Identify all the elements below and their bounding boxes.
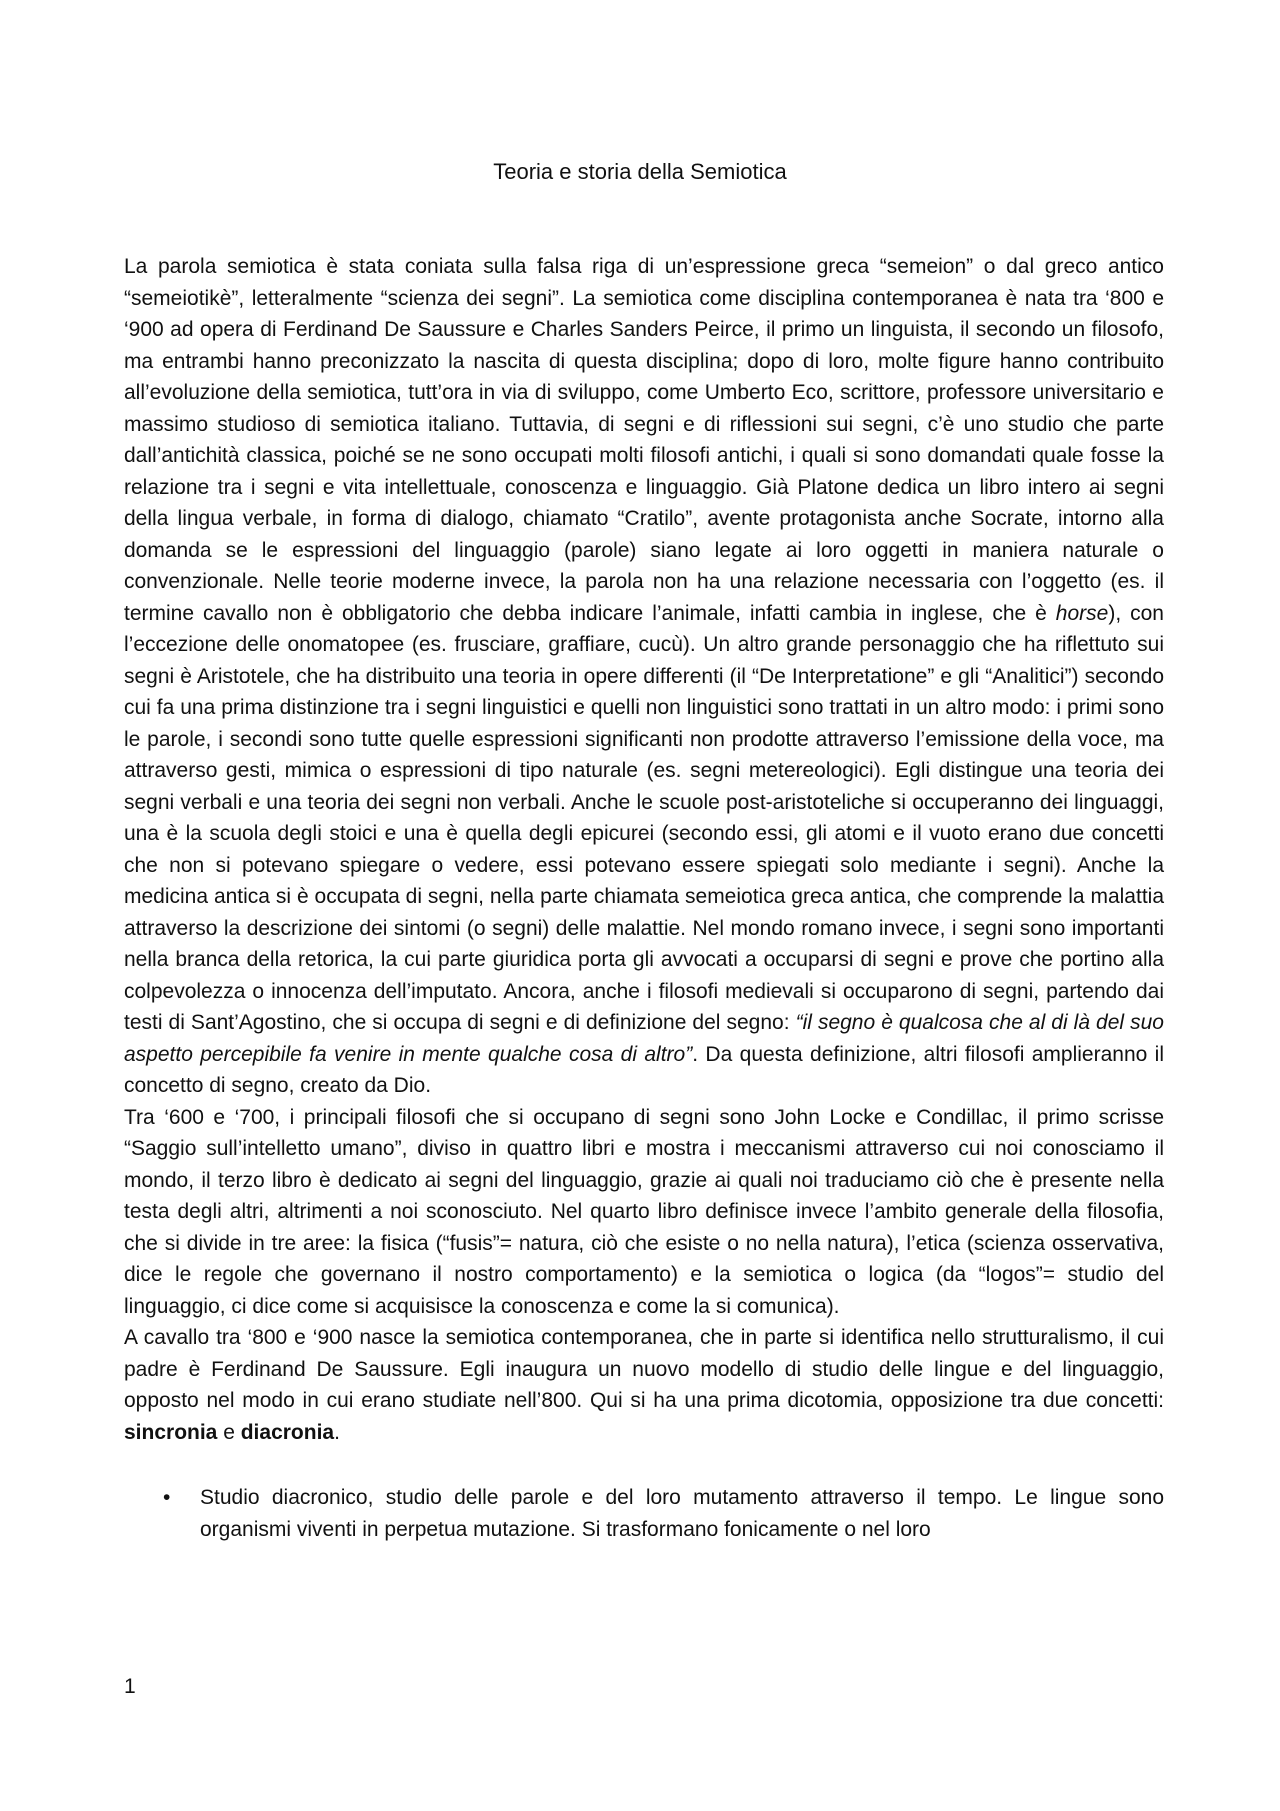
paragraph-saussure-end: . <box>334 1420 340 1444</box>
page-number: 1 <box>124 1675 136 1698</box>
term-sincronia: sincronia <box>124 1420 218 1444</box>
document-title: Teoria e storia della Semiotica <box>493 159 787 184</box>
bullet-dot-icon: • <box>163 1486 171 1509</box>
paragraph-saussure <box>124 1322 1164 1448</box>
italic-word-horse: horse <box>1055 601 1109 625</box>
term-joiner: e <box>217 1420 241 1444</box>
bullet-list <box>124 1482 1164 1545</box>
paragraph-intro <box>124 251 1164 1102</box>
bullet-item-text: Studio diacronico, studio delle parole e del loro mutamento attraverso il tempo. Le lingue sono organismi viventi in perpetua mutazione. Si trasformano fonicamente o nel loro <box>200 1486 1164 1541</box>
paragraph-intro-text-3: . Da questa definizione, altri filosofi amplieranno il concetto di segno, creato da Dio. <box>124 1042 1164 1097</box>
bullet-item-diacronico <box>124 1482 1164 1545</box>
paragraph-intro-text-1: La parola semiotica è stata coniata sulla falsa riga di un’espressione greca “semeion” o dal greco antico “semeiotikè”, letteralmente “scienza dei segni”. La semiotica come disciplina contemporanea è nata tra ‘800 e ‘900 ad opera di Ferdinand De Saussure e Charles Sanders Peirce, il primo un linguista, il secondo un filosofo, ma entrambi hanno preconizzato la nascita di questa disciplina; dopo di loro, molte figure hanno contribuito all’evoluzione della semiotica, tutt’ora in via di sviluppo, come Umberto Eco, scrittore, professore universitario e massimo studioso di semiotica italiano. Tuttavia, di segni e di riflessioni sui segni, c’è uno studio che parte dall’antichità classica, poiché se ne sono occupati molti filosofi antichi, i quali si sono domandati quale fosse la relazione tra i segni e vita intellettuale, conoscenza e linguaggio. Già Platone dedica un libro intero ai segni della lingua verbale, in forma di dialogo, chiamato “Cratilo”, avente protagonista anche Socrate, intorno alla domanda se le espressioni del linguaggio (parole) siano legate ai loro oggetti in maniera naturale o convenzionale. Nelle teorie moderne invece, la parola non ha una relazione necessaria con l’oggetto (es. il termine cavallo non è obbligatorio che debba indicare l’animale, infatti cambia in inglese, che è <box>124 255 1164 625</box>
paragraph-saussure-text: A cavallo tra ‘800 e ‘900 nasce la semiotica contemporanea, che in parte si identifica nello strutturalismo, il cui padre è Ferdinand De Saussure. Egli inaugura un nuovo modello di studio delle lingue e del linguaggio, opposto nel modo in cui erano studiate nell’800. Qui si ha una prima dicotomia, opposizione tra due concetti: <box>124 1326 1164 1412</box>
paragraph-locke-condillac: Tra ‘600 e ‘700, i principali filosofi che si occupano di segni sono John Locke e Condillac, il primo scrisse “Saggio sull’intelletto umano”, diviso in quattro libri e mostra i meccanismi attraverso cui noi conosciamo il mondo, il terzo libro è dedicato ai segni del linguaggio, grazie ai quali noi traduciamo ciò che è presente nella testa degli altri, altrimenti a noi sconosciuto. Nel quarto libro definisce invece l’ambito generale della filosofia, che si divide in tre aree: la fisica (“fusis”= natura, ciò che esiste o no nella natura), l’etica (scienza osservativa, dice le regole che governano il nostro comportamento) e la semiotica o logica (da “logos”= studio del linguaggio, ci dice come si acquisisce la conoscenza e come la si comunica). <box>124 1105 1164 1318</box>
paragraph-spacer <box>124 1448 1164 1482</box>
augustine-definition-quote: “il segno è qualcosa che al di là del suo aspetto percepibile fa venire in mente qualche cosa di altro” <box>124 1011 1164 1066</box>
term-diacronia: diacronia <box>240 1420 335 1444</box>
paragraph-intro-text-2: ), con l’eccezione delle onomatopee (es. frusciare, graffiare, cucù). Un altro grande personaggio che ha riflettuto sui segni è Aristotele, che ha distribuito una teoria in opere differenti (il “De Interpretatione” e gli “Analitici”) secondo cui fa una prima distinzione tra i segni linguistici e quelli non linguistici sono trattati in un altro modo: i primi sono le parole, i secondi sono tutte quelle espressioni significanti non prodotte attraverso l’emissione della voce, ma attraverso gesti, mimica o espressioni di tipo naturale (es. segni metereologici). Egli distingue una teoria dei segni verbali e una teoria dei segni non verbali. Anche le scuole post-aristoteliche si occuperanno dei linguaggi, una è la scuola degli stoici e una è quella degli epicurei (secondo essi, gli atomi e il vuoto erano due concetti che non si potevano spiegare o vedere, essi potevano essere spiegati solo mediante i segni). Anche la medicina antica si è occupata di segni, nella parte chiamata semeiotica greca antica, che comprende la malattia attraverso la descrizione dei sintomi (o segni) delle malattie. Nel mondo romano invece, i segni sono importanti nella branca della retorica, la cui parte giuridica porta gli avvocati a occuparsi di segni e prove che portino alla colpevolezza o innocenza dell’imputato. Ancora, anche i filosofi medievali si occuparono di segni, partendo dai testi di Sant’Agostino, che si occupa di segni e di definizione del segno: <box>124 601 1164 1034</box>
document-body <box>124 251 1164 1545</box>
